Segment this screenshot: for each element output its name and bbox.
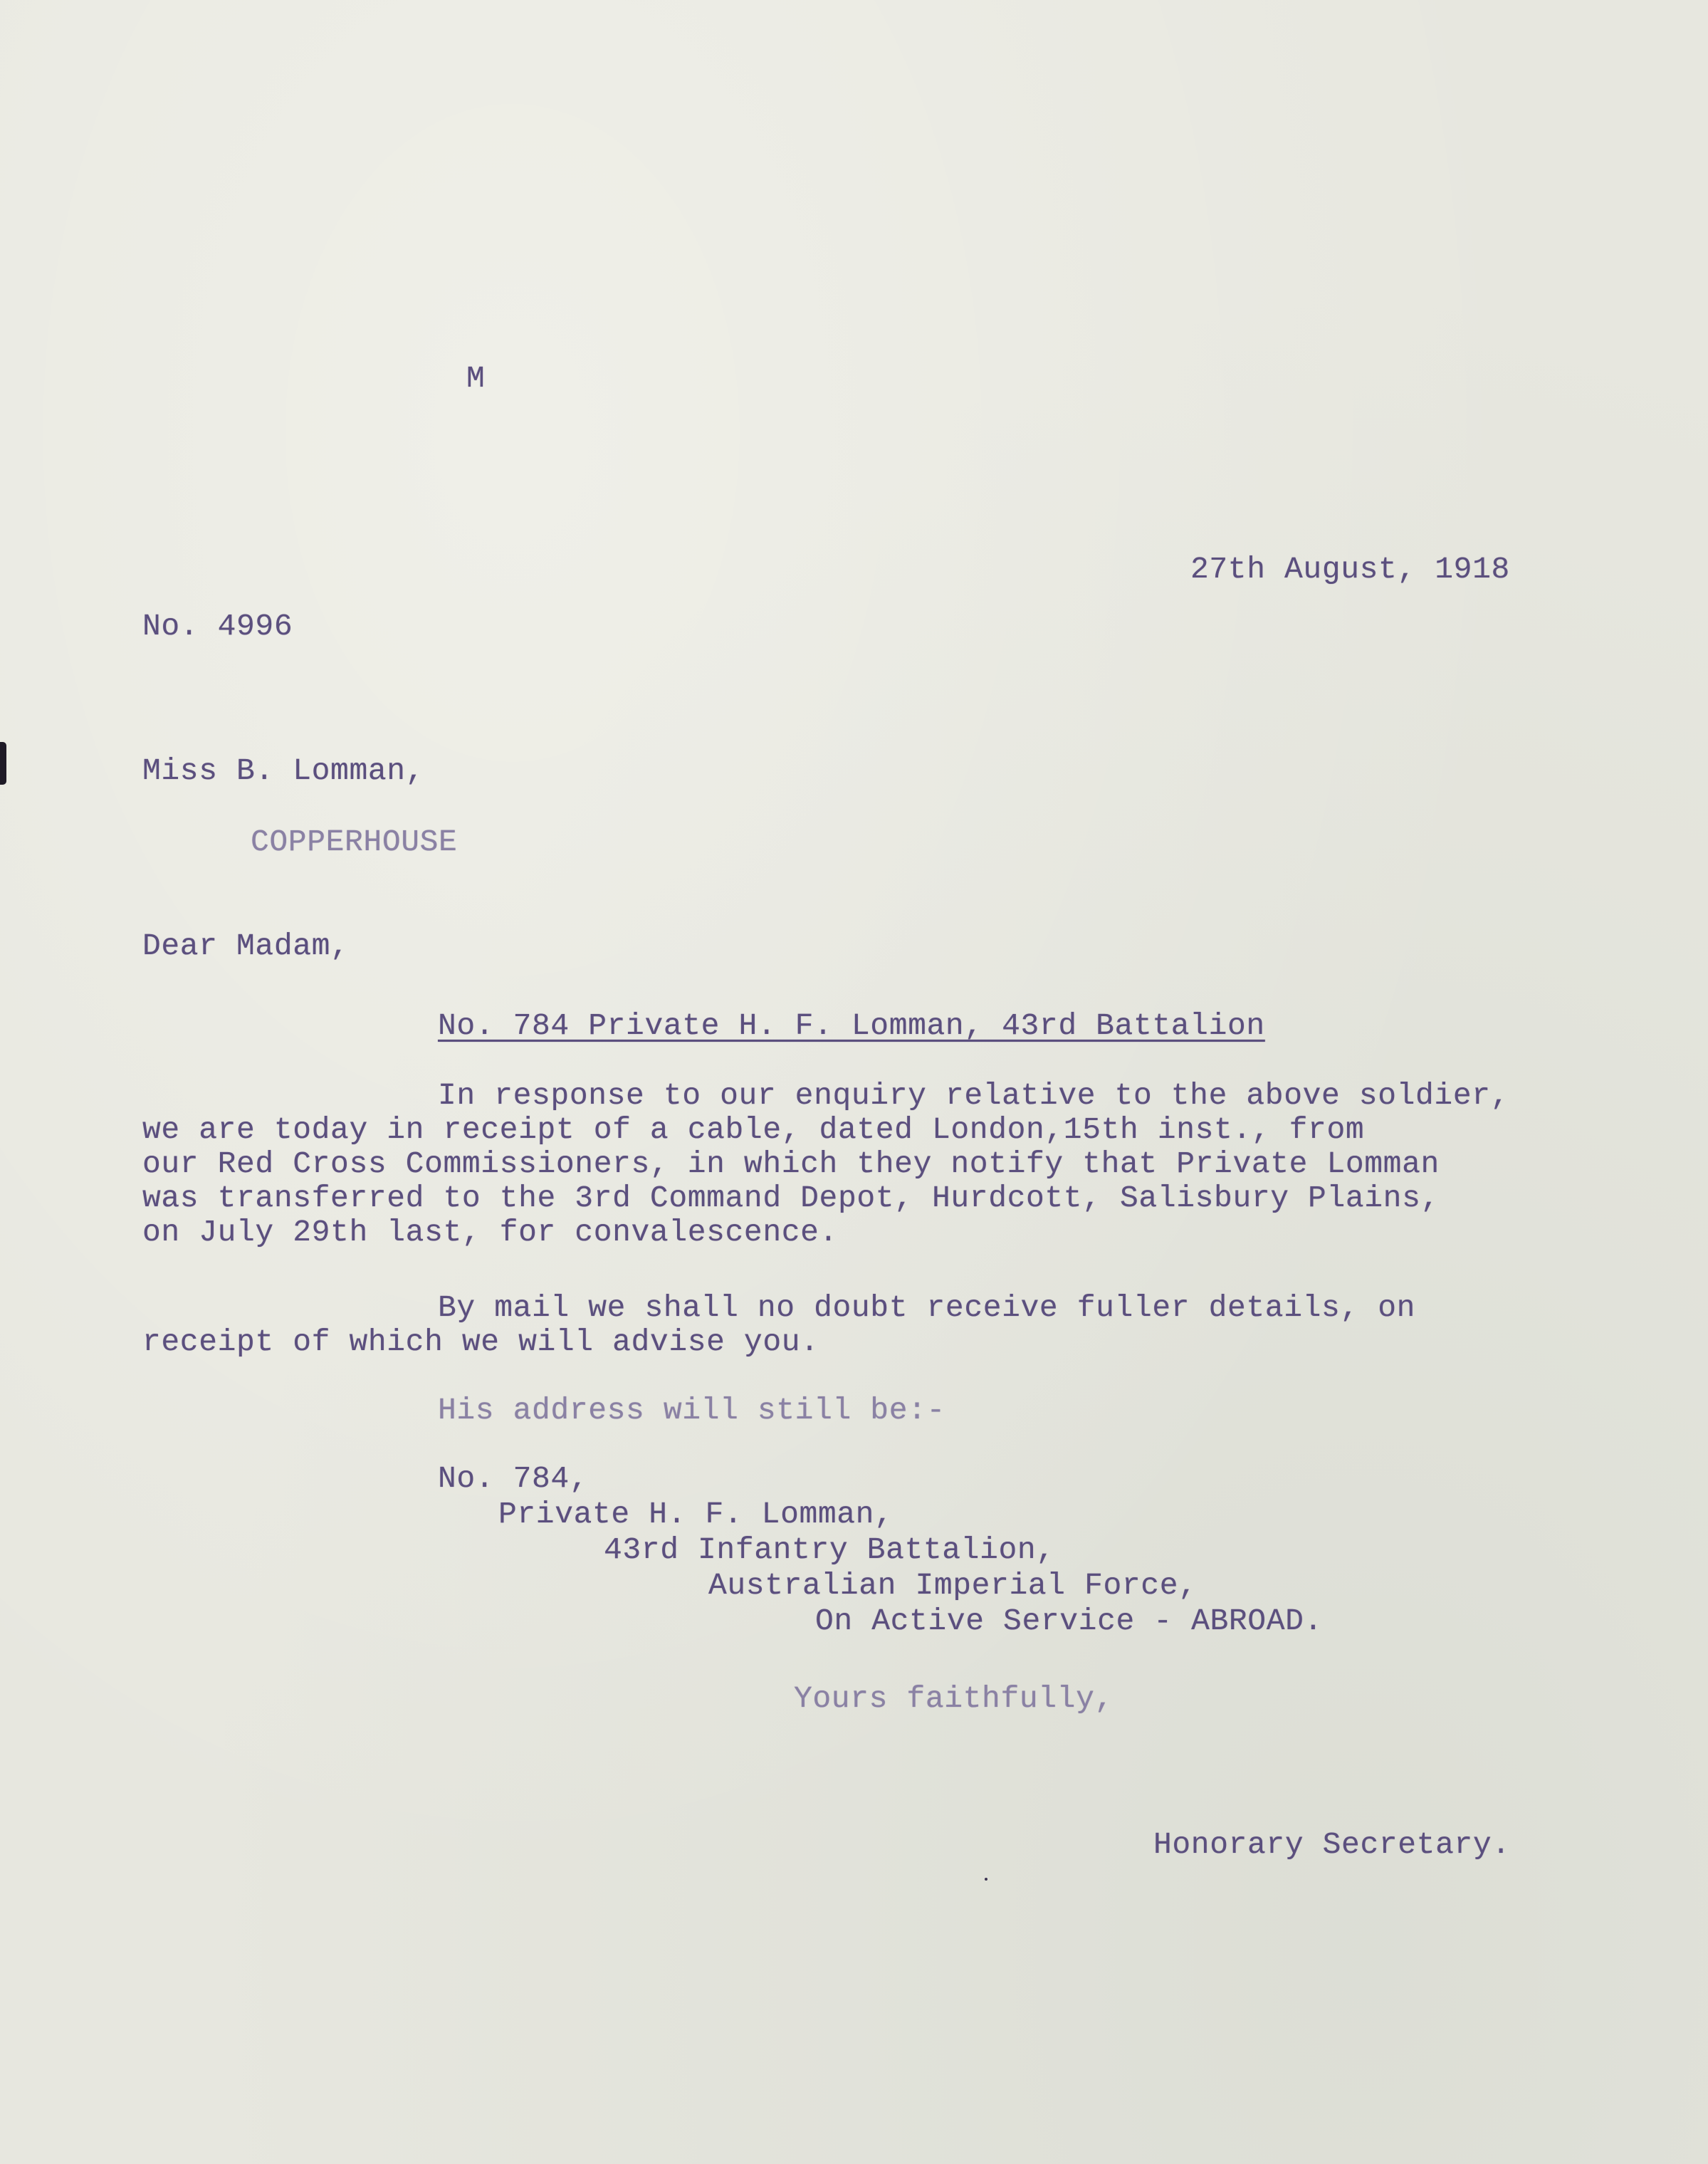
- addressee-name: Miss B. Lomman,: [142, 753, 425, 788]
- letter-initial: M: [466, 361, 486, 396]
- addressee-place: COPPERHOUSE: [251, 825, 458, 859]
- address-line: 43rd Infantry Battalion,: [604, 1532, 1055, 1567]
- paragraph-1-line: In response to our enquiry relative to the above soldier,: [438, 1078, 1510, 1113]
- paper-speck: [985, 1878, 987, 1881]
- address-line: Australian Imperial Force,: [708, 1568, 1198, 1603]
- address-line: Private H. F. Lomman,: [498, 1497, 894, 1532]
- reference-number: No. 4996: [142, 609, 293, 644]
- salutation: Dear Madam,: [142, 929, 350, 963]
- signature-title: Honorary Secretary.: [1153, 1827, 1511, 1862]
- address-line: No. 784,: [438, 1461, 589, 1496]
- paragraph-1-line: was transferred to the 3rd Command Depot, Hurdcott, Salisbury Plains,: [142, 1181, 1440, 1216]
- address-line: On Active Service - ABROAD.: [815, 1604, 1323, 1638]
- paragraph-1-line: our Red Cross Commissioners, in which they notify that Private Lomman: [142, 1146, 1440, 1181]
- address-intro: His address will still be:-: [438, 1393, 945, 1428]
- closing: Yours faithfully,: [794, 1681, 1114, 1716]
- page-edge-mark: [0, 742, 6, 785]
- paragraph-1-line: we are today in receipt of a cable, dated London,15th inst., from: [142, 1112, 1365, 1147]
- letter-date: 27th August, 1918: [1190, 552, 1510, 587]
- paragraph-2-line: receipt of which we will advise you.: [142, 1324, 819, 1359]
- paragraph-1-line: on July 29th last, for convalescence.: [142, 1215, 838, 1250]
- paragraph-2-line: By mail we shall no doubt receive fuller details, on: [438, 1290, 1416, 1325]
- subject-line: No. 784 Private H. F. Lomman, 43rd Battalion: [438, 1008, 1265, 1043]
